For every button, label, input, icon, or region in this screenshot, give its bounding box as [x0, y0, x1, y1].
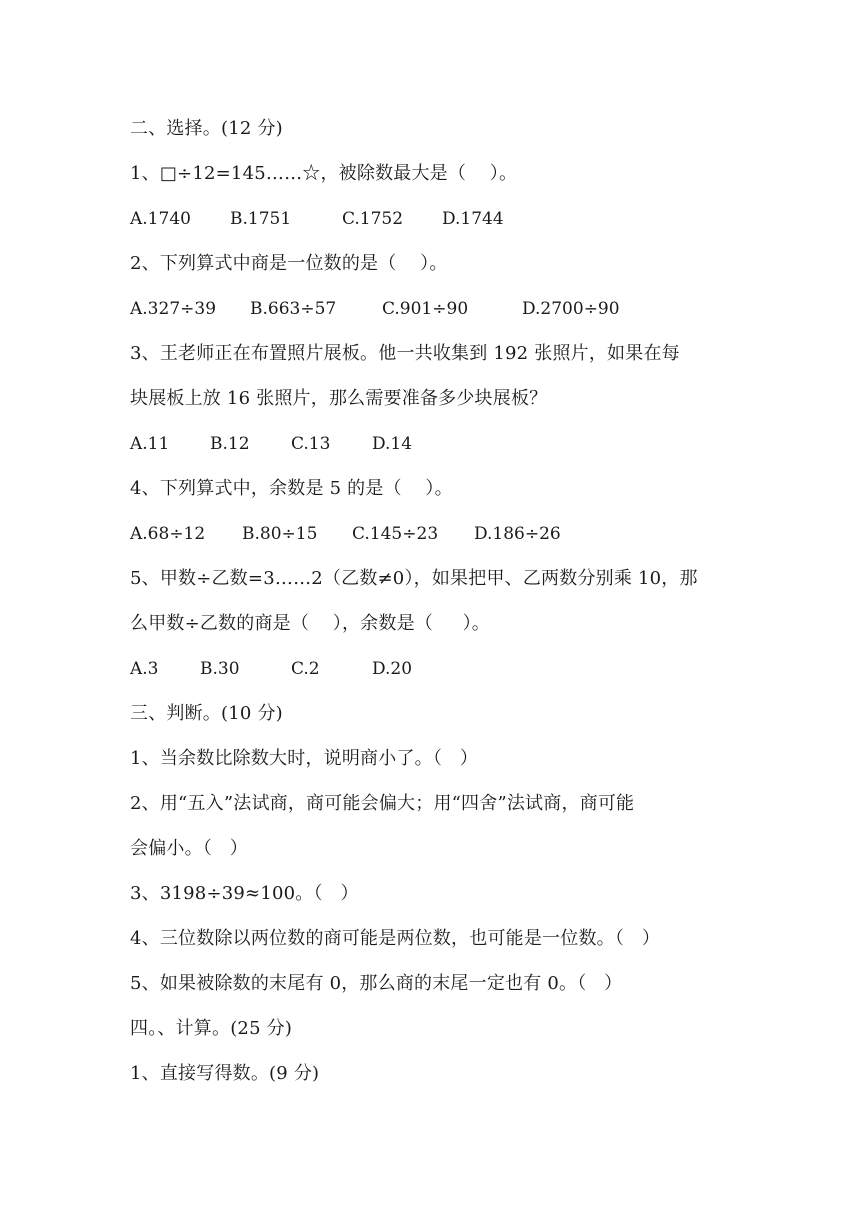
- section-4-sub-1: 1、直接写得数。(9 分): [130, 1063, 320, 1084]
- option-a: A.1740: [130, 209, 191, 229]
- section-2-heading: 二、选择。(12 分): [130, 118, 283, 139]
- question-2-1-text: 1、□÷12=145……☆，被除数最大是（ ）。: [130, 163, 518, 184]
- judgement-4: 4、三位数除以两位数的商可能是两位数，也可能是一位数。（ ）: [130, 928, 661, 949]
- option-a: A.327÷39: [130, 299, 217, 319]
- option-d: D.186÷26: [474, 524, 561, 544]
- section-4-heading: 四。、计算。(25 分): [130, 1018, 293, 1039]
- option-a: A.11: [130, 434, 170, 454]
- judgement-1: 1、当余数比除数大时，说明商小了。（ ）: [130, 748, 479, 769]
- question-2-2-text: 2、下列算式中商是一位数的是（ ）。: [130, 253, 448, 274]
- option-a: A.3: [130, 659, 159, 679]
- question-2-3-line1: 3、王老师正在布置照片展板。他一共收集到 192 张照片，如果在每: [130, 343, 680, 364]
- judgement-5: 5、如果被除数的末尾有 0，那么商的末尾一定也有 0。（ ）: [130, 973, 623, 994]
- option-d: D.14: [372, 434, 413, 454]
- option-c: C.901÷90: [382, 299, 469, 319]
- option-d: D.20: [372, 659, 413, 679]
- judgement-3: 3、3198÷39≈100。（ ）: [130, 883, 359, 904]
- option-b: B.12: [210, 434, 250, 454]
- option-c: C.13: [291, 434, 331, 454]
- judgement-2-line1: 2、用“五入”法试商，商可能会偏大；用“四舍”法试商，商可能: [130, 793, 635, 814]
- option-d: D.2700÷90: [522, 299, 620, 319]
- option-b: B.80÷15: [242, 524, 318, 544]
- question-2-5-line2: 么甲数÷乙数的商是（ ），余数是（ ）。: [130, 613, 490, 634]
- option-d: D.1744: [442, 209, 504, 229]
- question-2-4-text: 4、下列算式中，余数是 5 的是（ ）。: [130, 478, 453, 499]
- question-2-5-line1: 5、甲数÷乙数=3……2（乙数≠0），如果把甲、乙两数分别乘 10，那: [130, 568, 698, 589]
- option-c: C.1752: [342, 209, 404, 229]
- option-b: B.30: [200, 659, 240, 679]
- option-b: B.663÷57: [250, 299, 337, 319]
- option-c: C.2: [291, 659, 320, 679]
- option-b: B.1751: [230, 209, 292, 229]
- question-2-3-line2: 块展板上放 16 张照片，那么需要准备多少块展板？: [130, 388, 548, 409]
- judgement-2-line2: 会偏小。（ ）: [130, 838, 248, 859]
- option-a: A.68÷12: [130, 524, 206, 544]
- option-c: C.145÷23: [352, 524, 439, 544]
- section-3-heading: 三、判断。(10 分): [130, 703, 283, 724]
